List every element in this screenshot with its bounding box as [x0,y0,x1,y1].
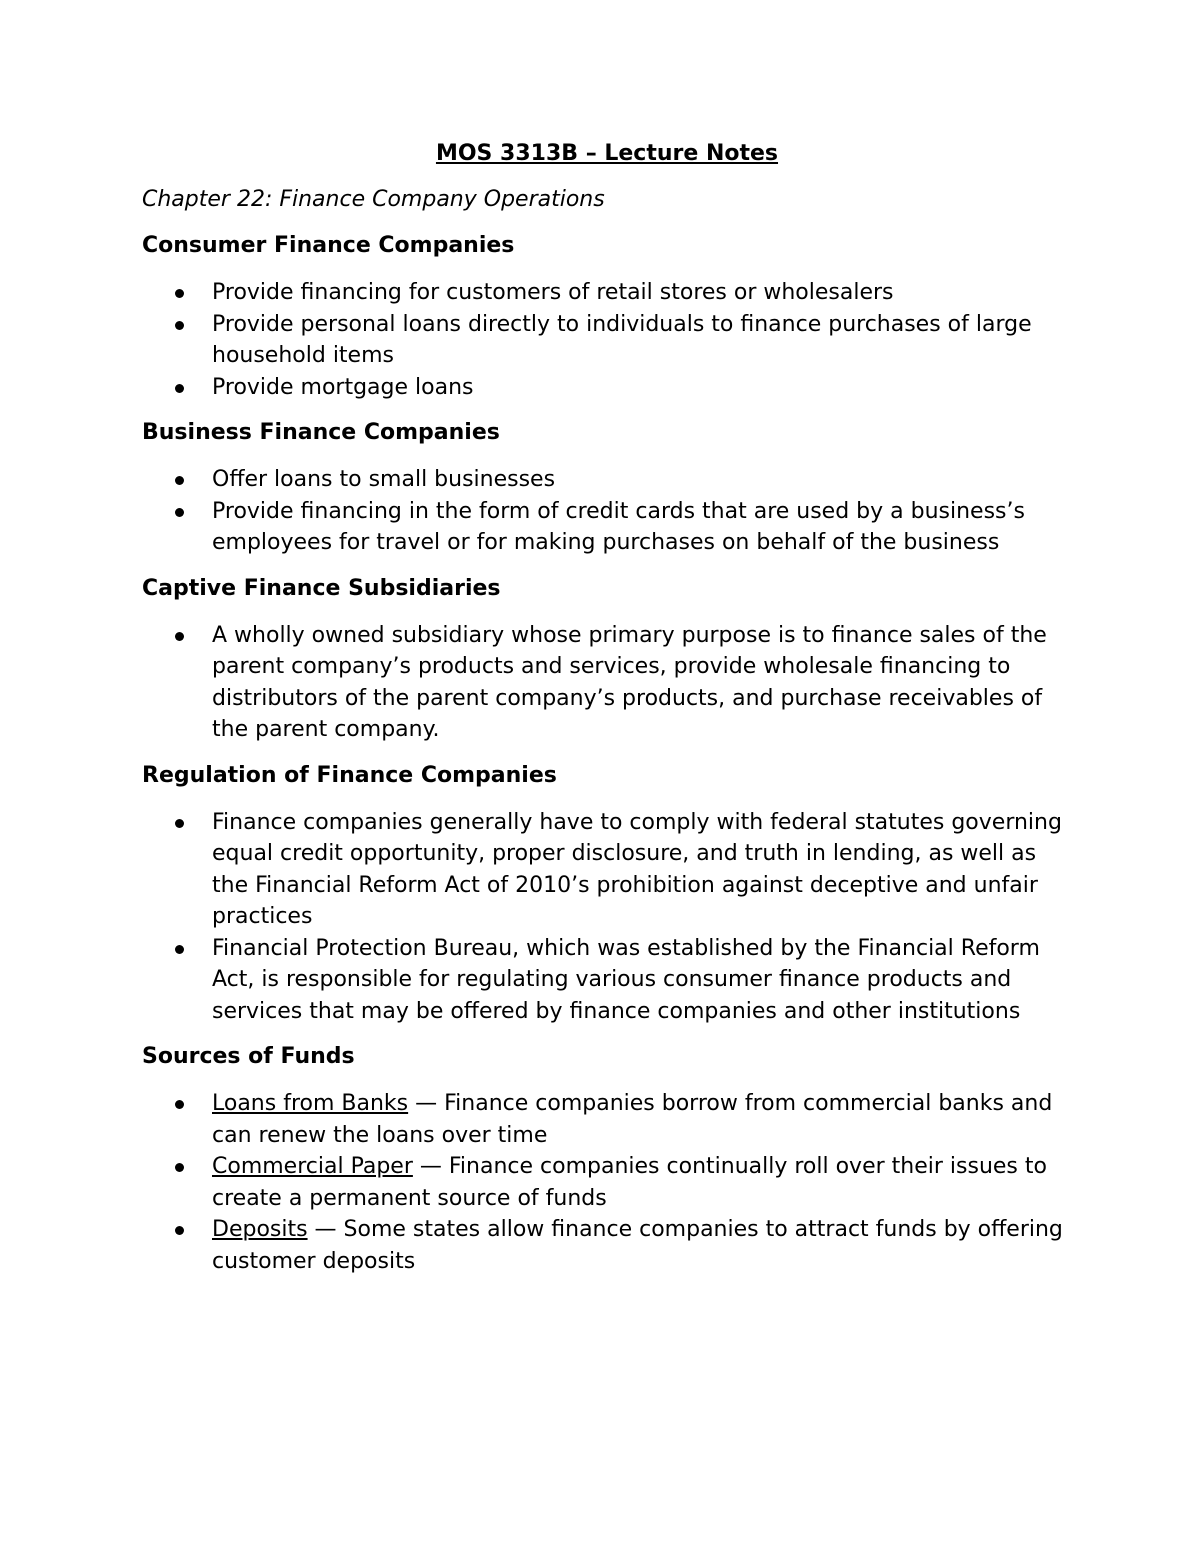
bullet-icon [175,819,184,828]
section-captive-finance [142,573,1072,746]
list-item-term: Loans from Banks [212,1091,409,1116]
bullet-list [142,277,1072,403]
section-business-finance [142,417,1072,559]
section-heading: Regulation of Finance Companies [142,762,557,788]
section-heading: Captive Finance Subsidiaries [142,575,501,601]
bullet-icon [175,384,184,393]
bullet-icon [175,508,184,517]
bullet-list [142,464,1072,559]
section-heading: Sources of Funds [142,1044,355,1069]
bullet-icon [175,476,184,485]
list-item-text: Provide personal loans directly to individuals to finance purchases of large household items [212,311,1032,368]
list-item-term: Deposits [212,1217,308,1242]
list-item-text: Financial Protection Bureau, which was established by the Financial Reform Act, is responsible for regulating various consumer finance products and services that may be offered by finance companies and other institutions [212,935,1040,1024]
bullet-icon [175,632,184,641]
section-sources-of-funds [142,1041,1072,1277]
list-item-text: Offer loans to small businesses [212,467,556,492]
list-item [142,496,1072,559]
list-item [142,1088,1072,1151]
list-item [142,1214,1072,1277]
bullet-icon [175,1100,184,1109]
list-item-text: A wholly owned subsidiary whose primary purpose is to finance sales of the parent company’s products and services, provide wholesale financing to distributors of the parent company’s products, and purchase receivables of the parent company. [212,622,1047,742]
document-title: MOS 3313B – Lecture Notes [435,141,779,166]
list-item-text: Provide mortgage loans [212,374,474,400]
document-page [142,138,1072,1291]
list-item [142,1151,1072,1214]
bullet-icon [175,321,184,330]
chapter-heading: Chapter 22: Finance Company Operations [142,187,605,212]
bullet-list [142,807,1072,1028]
section-heading: Business Finance Companies [142,420,500,445]
list-item-text: — Some states allow finance companies to attract funds by offering customer deposits [212,1217,1063,1274]
list-item [142,277,1072,309]
list-item-text: Provide financing in the form of credit cards that are used by a business’s employees for travel or for making purchases on behalf of the business [212,498,1025,555]
bullet-icon [175,945,184,954]
bullet-list [142,1088,1072,1277]
list-item [142,309,1072,372]
list-item [142,807,1072,933]
list-item-text: — Finance companies borrow from commercial banks and can renew the loans over time [212,1091,1053,1148]
list-item [142,372,1072,404]
section-heading: Consumer Finance Companies [142,233,515,258]
list-item [142,620,1072,746]
bullet-icon [175,1226,184,1235]
section-consumer-finance [142,230,1072,403]
bullet-icon [175,1163,184,1172]
list-item-text: Provide financing for customers of retail stores or wholesalers [212,280,894,305]
list-item [142,464,1072,496]
list-item-text: — Finance companies continually roll over their issues to create a permanent source of funds [212,1154,1047,1211]
bullet-icon [175,289,184,298]
list-item-term: Commercial Paper [212,1154,413,1179]
list-item [142,933,1072,1028]
section-regulation [142,760,1072,1028]
list-item-text: Finance companies generally have to comply with federal statutes governing equal credit opportunity, proper disclosure, and truth in lending, as well as the Financial Reform Act of 2010’s prohibition against deceptive and unfair practices [212,809,1062,929]
bullet-list [142,620,1072,746]
